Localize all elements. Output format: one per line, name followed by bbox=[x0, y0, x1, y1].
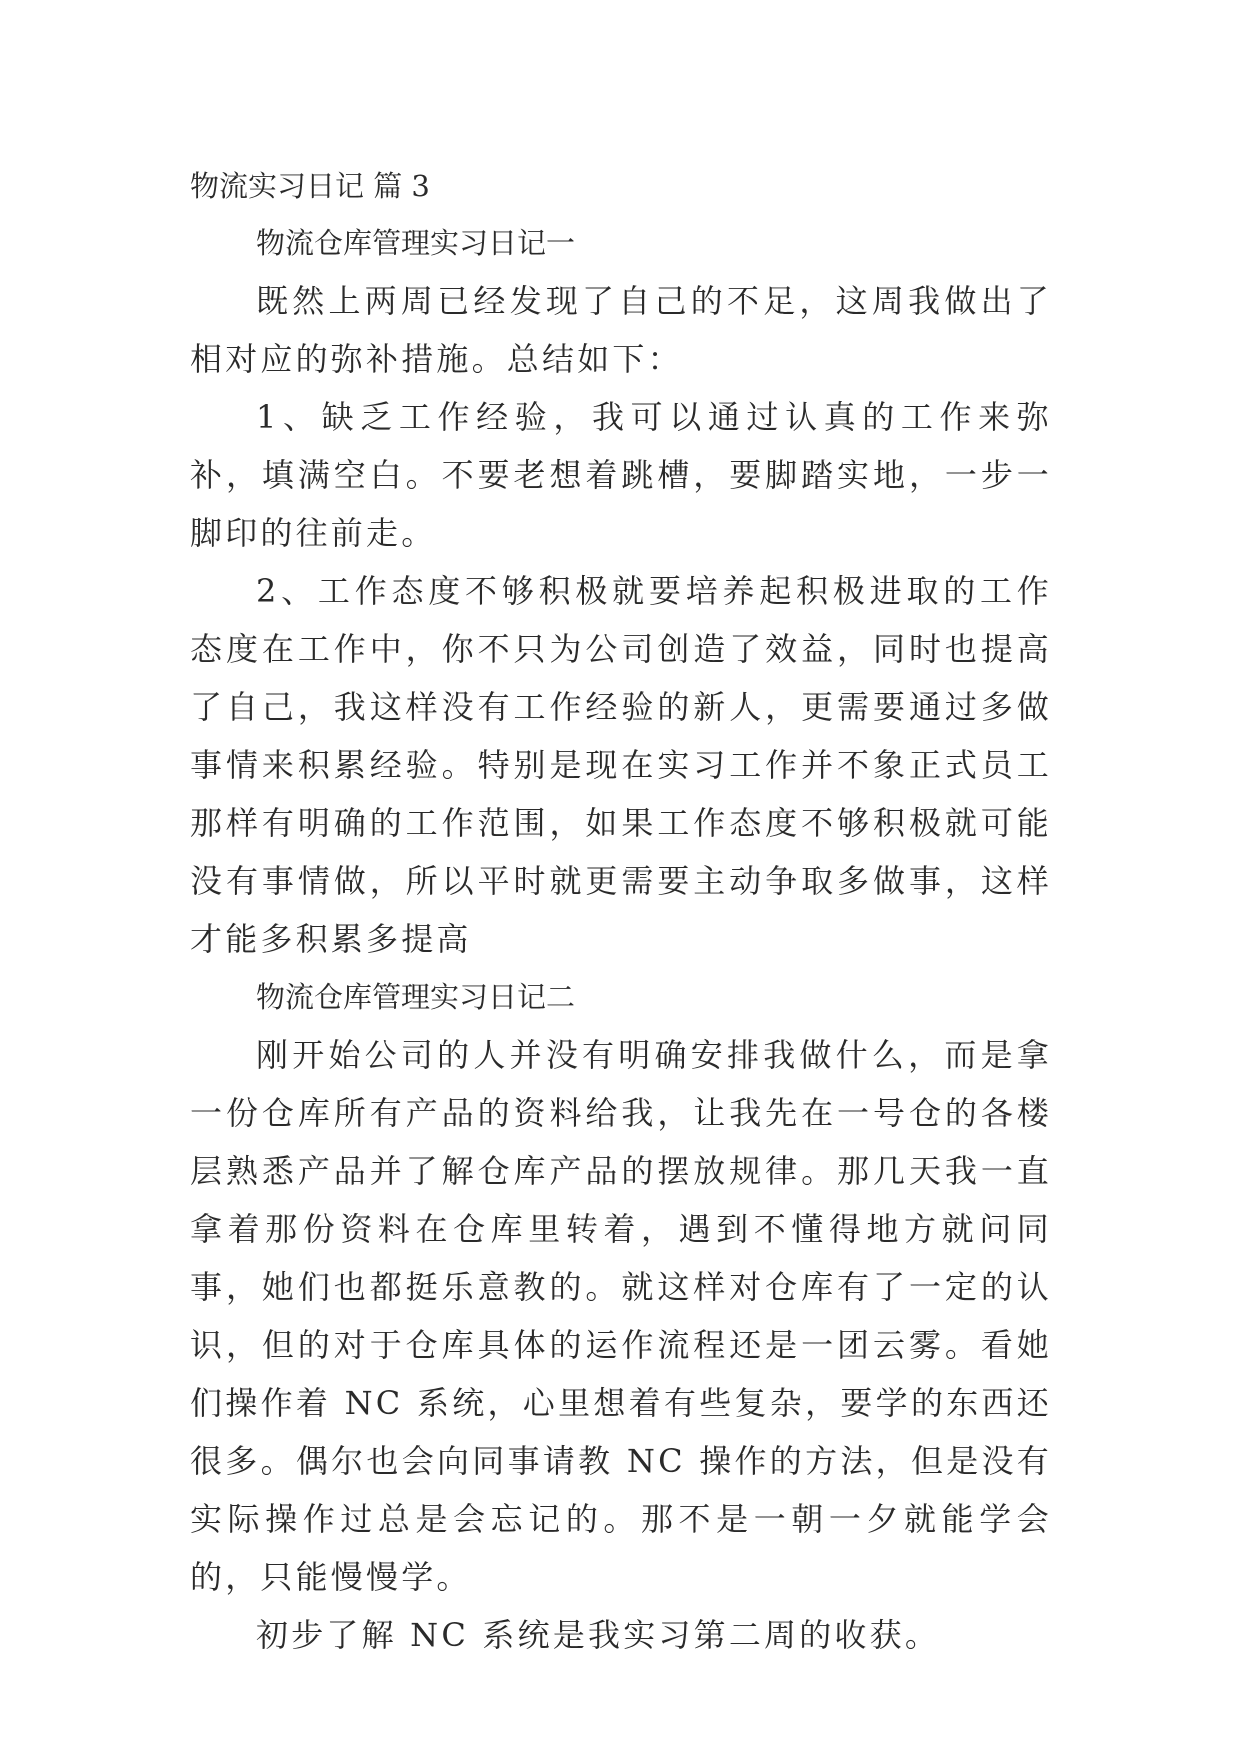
paragraph-point-1: 1、缺乏工作经验，我可以通过认真的工作来弥补，填满空白。不要老想着跳槽，要脚踏实地，一步一脚印的往前走。 bbox=[190, 398, 1052, 552]
paragraph-conclusion: 初步了解 NC 系统是我实习第二周的收获。 bbox=[256, 1616, 941, 1654]
paragraph-section-2-body: 刚开始公司的人并没有明确安排我做什么，而是拿一份仓库所有产品的资料给我，让我先在一号仓的各楼层熟悉产品并了解仓库产品的摆放规律。那几天我一直拿着那份资料在仓库里转着，遇到不懂得地方就问同事，她们也都挺乐意教的。就这样对仓库有了一定的认识，但的对于仓库具体的运作流程还是一团云雾。看她们操作着 NC 系统，心里想着有些复杂，要学的东西还很多。偶尔也会向同事请教 NC 操作的方法，但是没有实际操作过总是会忘记的。那不是一朝一夕就能学会的，只能慢慢学。 bbox=[190, 1036, 1052, 1596]
section-heading-2: 物流仓库管理实习日记二 bbox=[256, 980, 576, 1014]
document-title: 物流实习日记 篇 3 bbox=[190, 169, 430, 203]
document-page bbox=[190, 158, 1052, 1664]
paragraph-point-2: 2、工作态度不够积极就要培养起积极进取的工作态度在工作中，你不只为公司创造了效益，同时也提高了自己，我这样没有工作经验的新人，更需要通过多做事情来积累经验。特别是现在实习工作并不象正式员工那样有明确的工作范围，如果工作态度不够积极就可能没有事情做，所以平时就更需要主动争取多做事，这样才能多积累多提高 bbox=[190, 572, 1052, 958]
paragraph-intro: 既然上两周已经发现了自己的不足，这周我做出了相对应的弥补措施。总结如下： bbox=[190, 282, 1052, 378]
section-heading-1: 物流仓库管理实习日记一 bbox=[256, 226, 576, 260]
